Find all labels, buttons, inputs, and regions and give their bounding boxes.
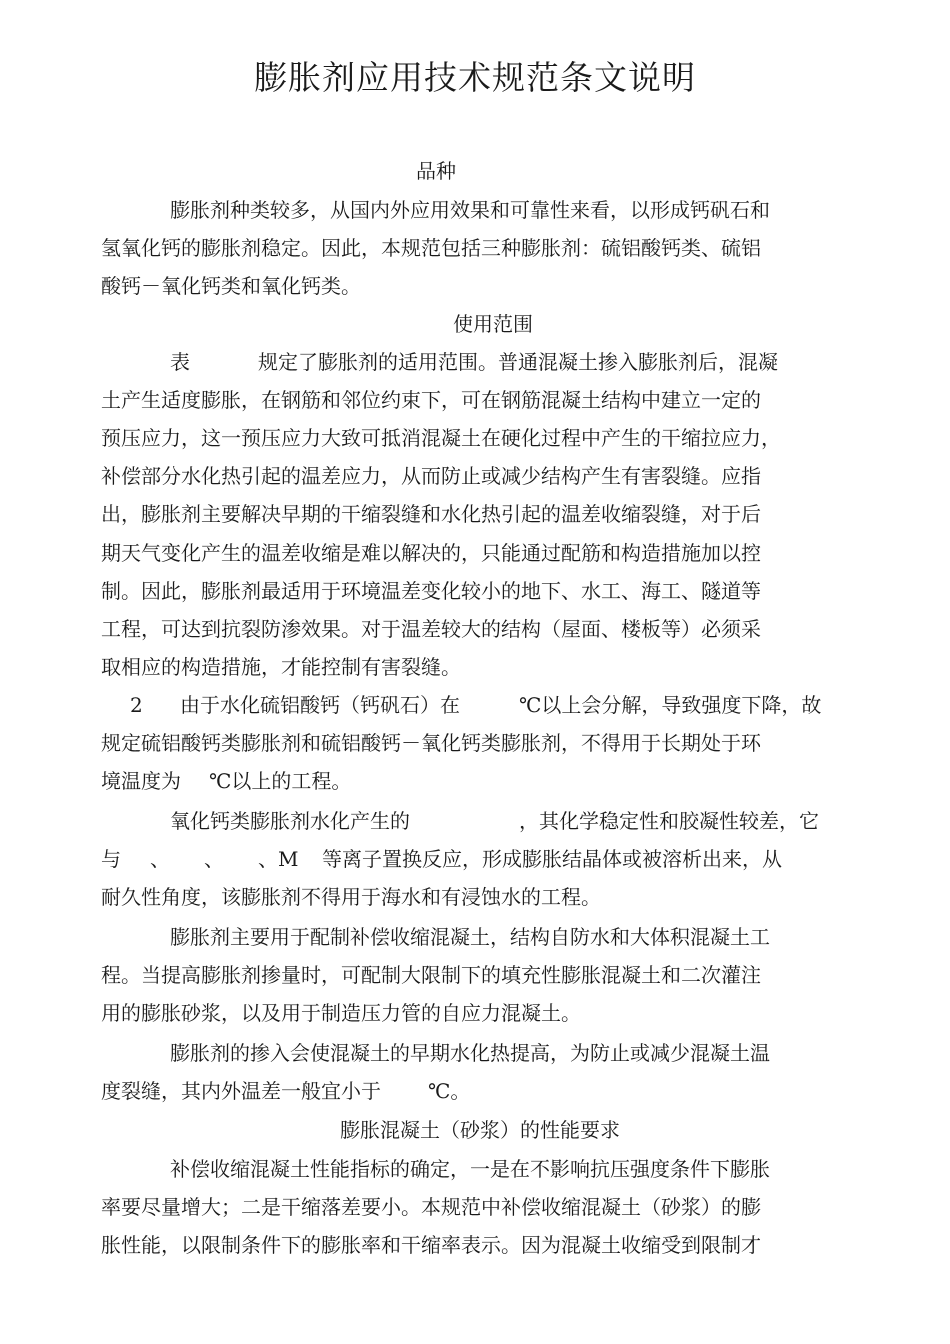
- paragraph-line: 酸钙－氧化钙类和氧化钙类。: [101, 274, 361, 298]
- paragraph-line: 取相应的构造措施，才能控制有害裂缝。: [101, 655, 461, 679]
- paragraph-line: 期天气变化产生的温差收缩是难以解决的，只能通过配筋和构造措施加以控: [101, 541, 761, 565]
- paragraph-line: 膨胀剂种类较多，从国内外应用效果和可靠性来看，以形成钙矾石和: [170, 198, 770, 222]
- paragraph-line: 胀性能，以限制条件下的膨胀率和干缩率表示。因为混凝土收缩受到限制才: [101, 1233, 761, 1257]
- paragraph-line: ℃以上的工程。: [209, 769, 352, 793]
- paragraph-line: 氧化钙类膨胀剂水化产生的: [170, 809, 410, 833]
- paragraph-line: 出，膨胀剂主要解决早期的干缩裂缝和水化热引起的温差收缩裂缝，对于后: [101, 502, 761, 526]
- paragraph-line: ℃。: [428, 1079, 471, 1103]
- paragraph-line: 、: [150, 847, 170, 871]
- document-title: 膨胀剂应用技术规范条文说明: [254, 58, 696, 97]
- paragraph-line: 程。当提高膨胀剂掺量时，可配制大限制下的填充性膨胀混凝土和二次灌注: [101, 963, 761, 987]
- paragraph-line: 度裂缝，其内外温差一般宜小于: [101, 1079, 381, 1103]
- paragraph-line: 膨胀剂的掺入会使混凝土的早期水化热提高，为防止或减少混凝土温: [170, 1041, 770, 1065]
- paragraph-line: 补偿部分水化热引起的温差应力，从而防止或减少结构产生有害裂缝。应指: [101, 464, 761, 488]
- paragraph-line: 等离子置换反应，形成膨胀结晶体或被溶析出来，从: [322, 847, 782, 871]
- paragraph-line: ℃以上会分解，导致强度下降，故: [519, 693, 822, 717]
- paragraph-line: 补偿收缩混凝土性能指标的确定，一是在不影响抗压强度条件下膨胀: [170, 1157, 770, 1181]
- paragraph-line: ，其化学稳定性和胶凝性较差，它: [519, 809, 819, 833]
- paragraph-line: 率要尽量增大；二是干缩落差要小。本规范中补偿收缩混凝土（砂浆）的膨: [101, 1195, 761, 1219]
- section-heading-performance: 膨胀混凝土（砂浆）的性能要求: [340, 1118, 620, 1142]
- section-heading-scope: 使用范围: [453, 312, 533, 336]
- paragraph-line: 由于水化硫铝酸钙（钙矾石）在: [180, 693, 460, 717]
- paragraph-line: 预压应力，这一预压应力大致可抵消混凝土在硬化过程中产生的干缩拉应力，: [101, 426, 781, 450]
- paragraph-line: 土产生适度膨胀，在钢筋和邻位约束下，可在钢筋混凝土结构中建立一定的: [101, 388, 761, 412]
- paragraph-line: 、M: [258, 847, 299, 871]
- table-reference-label: 表: [170, 350, 190, 374]
- item-number: 2: [130, 693, 143, 717]
- paragraph-line: 工程，可达到抗裂防渗效果。对于温差较大的结构（屋面、楼板等）必须采: [101, 617, 761, 641]
- paragraph-line: 规定了膨胀剂的适用范围。普通混凝土掺入膨胀剂后，混凝: [258, 350, 778, 374]
- paragraph-line: 、: [204, 847, 224, 871]
- paragraph-line: 与: [101, 847, 121, 871]
- paragraph-line: 规定硫铝酸钙类膨胀剂和硫铝酸钙－氧化钙类膨胀剂，不得用于长期处于环: [101, 731, 761, 755]
- paragraph-line: 用的膨胀砂浆，以及用于制造压力管的自应力混凝土。: [101, 1001, 581, 1025]
- paragraph-line: 制。因此，膨胀剂最适用于环境温差变化较小的地下、水工、海工、隧道等: [101, 579, 761, 603]
- section-heading-varieties: 品种: [416, 159, 456, 183]
- paragraph-line: 境温度为: [101, 769, 181, 793]
- paragraph-line: 耐久性角度，该膨胀剂不得用于海水和有浸蚀水的工程。: [101, 885, 601, 909]
- paragraph-line: 膨胀剂主要用于配制补偿收缩混凝土，结构自防水和大体积混凝土工: [170, 925, 770, 949]
- paragraph-line: 氢氧化钙的膨胀剂稳定。因此，本规范包括三种膨胀剂：硫铝酸钙类、硫铝: [101, 236, 761, 260]
